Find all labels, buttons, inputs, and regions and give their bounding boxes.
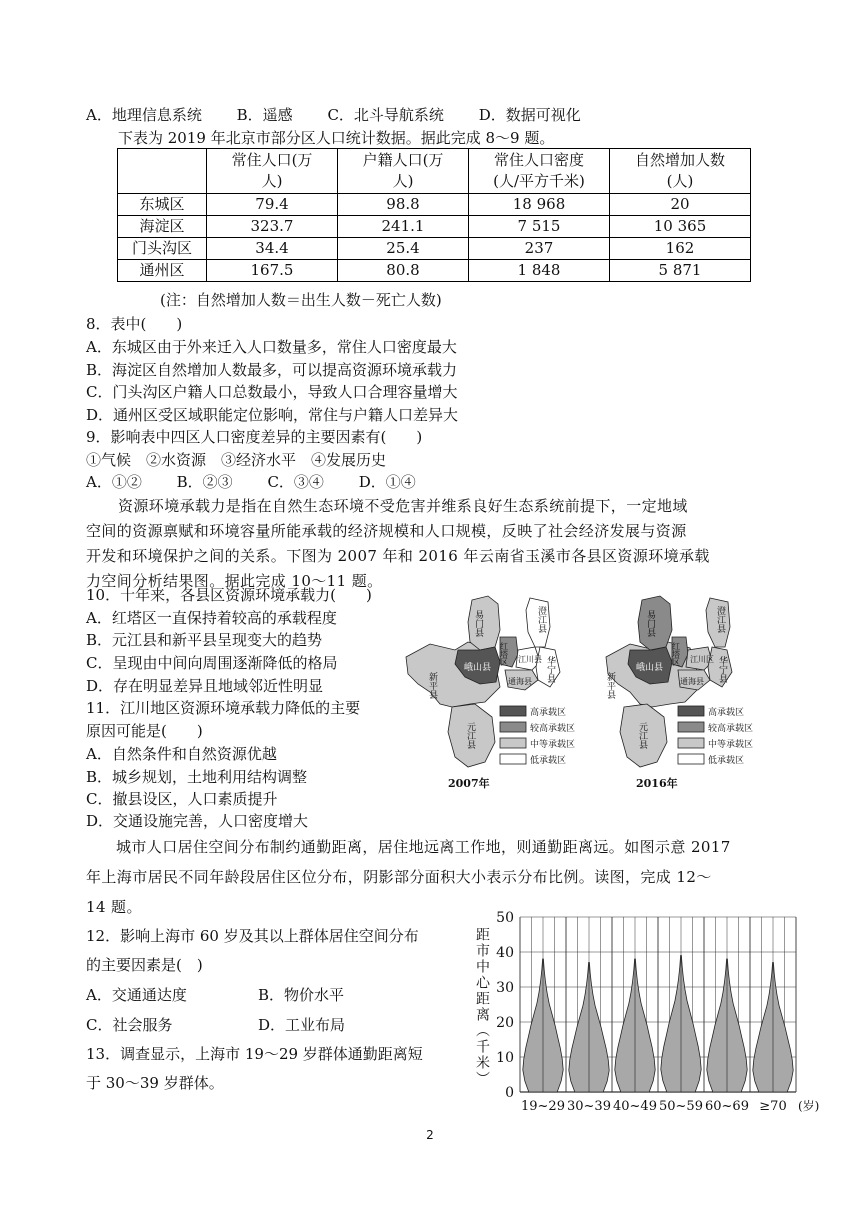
q12-options-row-1 (86, 984, 344, 1006)
q13-line-1: 13．调查显示，上海市 19～29 岁群体通勤距离短 (86, 1045, 423, 1063)
legend-label: 较高承载区 (530, 724, 576, 734)
q12-option-b: B．物价水平 (258, 986, 345, 1004)
table-cell: 7 515 (469, 216, 610, 238)
q9-option-b: B．②③ (176, 473, 233, 491)
label-huaning: 华宁县 (545, 656, 555, 683)
table-cell: 东城区 (118, 194, 207, 216)
q10-option-b: B．元江县和新平县呈现变大的趋势 (86, 631, 323, 649)
q11-option-c: C．撤县设区，人口素质提升 (86, 790, 278, 808)
q10-stem: 10．十年来，各县区资源环境承载力( ) (86, 586, 372, 604)
passage-line: 空间的资源禀赋和环境容量所能承载的经济规模和人口规模，反映了社会经济发展与资源 (86, 522, 687, 540)
table-row (118, 238, 751, 260)
label-yuanjiang: 元江县 (465, 722, 475, 749)
q8-option-a: A．东城区由于外来迁入人口数量多，常住人口密度最大 (86, 338, 457, 356)
x-tick-label: 50~59 (659, 1099, 703, 1114)
q11-option-b: B．城乡规划，土地利用结构调整 (86, 768, 308, 786)
q12-stem-2: 的主要因素是( ) (86, 956, 203, 974)
label-tonghai: 通海县 (680, 677, 704, 686)
y-tick-label: 50 (496, 910, 514, 926)
q10-option-c: C．呈现由中间向周围逐渐降低的格局 (86, 654, 338, 672)
q11-stem-1: 11．江川地区资源环境承载力降低的主要 (86, 699, 361, 717)
table-header-cell: 户籍人口(万 人) (338, 149, 469, 194)
x-tick-label: 40~49 (613, 1099, 657, 1114)
table-cell: 通州区 (118, 260, 207, 282)
table-cell: 323.7 (207, 216, 338, 238)
label-hongta: 红塔区 (499, 642, 509, 666)
legend-label: 高承载区 (708, 708, 745, 718)
x-unit-label: (岁) (798, 1099, 820, 1113)
table-note: (注：自然增加人数＝出生人数－死亡人数) (160, 291, 442, 309)
table-header-cell: 自然增加人数 (人) (610, 149, 751, 194)
y-axis-label: 距市中心距离（千米） (474, 927, 490, 1087)
q9-options (86, 471, 416, 493)
legend-label: 低承载区 (530, 756, 567, 766)
passage-line: 资源环境承载力是指在自然生态环境不受危害并维系良好生态系统前提下，一定地域 (118, 497, 688, 515)
table-cell: 167.5 (207, 260, 338, 282)
q9-option-d: D．①④ (358, 473, 416, 491)
q12-option-a: A．交通通达度 (86, 986, 187, 1004)
table-cell: 25.4 (338, 238, 469, 260)
page-number: 2 (426, 1128, 434, 1142)
legend-label: 较高承载区 (708, 724, 754, 734)
table-cell: 门头沟区 (118, 238, 207, 260)
table-cell: 98.8 (338, 194, 469, 216)
q9-option-c: C．③④ (267, 473, 324, 491)
table-cell: 1 848 (469, 260, 610, 282)
label-xinping: 新平县 (427, 672, 437, 699)
y-tick-label: 40 (496, 945, 514, 961)
passage-line: 14 题。 (86, 898, 142, 916)
legend-label: 中等承载区 (708, 740, 754, 750)
q7-option-a: A．地理信息系统 (86, 106, 202, 124)
label-eshan: 峨山县 (464, 663, 492, 673)
legend-right (678, 706, 753, 766)
table-cell: 20 (610, 194, 751, 216)
passage-line: 年上海市居民不同年龄段居住区位分布，阴影部分面积大小表示分布比例。读图，完成 12～ (86, 868, 712, 886)
table-cell: 5 871 (610, 260, 751, 282)
label-eshan: 峨山县 (636, 663, 664, 673)
label-tonghai: 通海县 (508, 677, 532, 686)
q11-stem-2: 原因可能是( ) (86, 722, 203, 740)
passage-line: 开发和环境保护之间的关系。下图为 2007 年和 2016 年云南省玉溪市各县区资源环境承载 (86, 547, 710, 565)
q8-option-b: B．海淀区自然增加人数最多，可以提高资源环境承载力 (86, 361, 458, 379)
table-cell: 237 (469, 238, 610, 260)
capacity-maps-figure (400, 592, 775, 797)
table-header-cell: 常住人口(万 人) (207, 149, 338, 194)
q7-option-d: D．数据可视化 (478, 106, 581, 124)
map-year-2016: 2016年 (636, 777, 678, 790)
table-header-row (118, 149, 751, 194)
q8-option-c: C．门头沟区户籍人口总数最小，导致人口合理容量增大 (86, 383, 458, 401)
q12-stem-1: 12．影响上海市 60 岁及其以上群体居住空间分布 (86, 927, 419, 945)
label-yimen: 易门县 (473, 610, 483, 637)
label-chengjiang: 澄江县 (715, 606, 725, 633)
table-cell: 10 365 (610, 216, 751, 238)
x-tick-label: 30~39 (567, 1099, 611, 1114)
y-tick-label: 0 (505, 1085, 514, 1101)
population-table (117, 148, 751, 282)
table-cell: 18 968 (469, 194, 610, 216)
x-tick-label: ≥70 (759, 1099, 787, 1114)
label-chengjiang: 澄江县 (536, 606, 546, 633)
x-tick-label: 19~29 (521, 1099, 565, 1114)
q9-items: ①气候 ②水资源 ③经济水平 ④发展历史 (86, 451, 387, 469)
age-distance-chart (470, 902, 824, 1117)
q8-stem: 8．表中( ) (86, 315, 183, 333)
q10-option-d: D．存在明显差异且地域邻近性明显 (86, 677, 324, 695)
label-yuanjiang: 元江县 (637, 722, 647, 749)
q11-option-a: A．自然条件和自然资源优越 (86, 745, 277, 763)
q9-option-a: A．①② (86, 473, 142, 491)
q12-option-c: C．社会服务 (86, 1016, 173, 1034)
label-yimen: 易门县 (645, 610, 655, 637)
table-cell: 241.1 (338, 216, 469, 238)
table-cell: 79.4 (207, 194, 338, 216)
q7-option-c: C．北斗导航系统 (327, 106, 444, 124)
y-tick-label: 30 (496, 980, 514, 996)
table-cell: 162 (610, 238, 751, 260)
label-hongta: 红塔区 (671, 642, 681, 666)
table-header-cell: 常住人口密度 (人/平方千米) (469, 149, 610, 194)
y-tick-label: 20 (496, 1015, 514, 1031)
label-xinping: 新平县 (605, 672, 615, 699)
table-row (118, 194, 751, 216)
q13-line-2: 于 30～39 岁群体。 (86, 1074, 224, 1092)
map-2016 (605, 596, 753, 790)
passage-line: 力空间分析结果图。据此完成 10～11 题。 (86, 572, 383, 590)
map-year-2007: 2007年 (448, 777, 490, 790)
label-jiangchuan: 江川县 (518, 655, 542, 664)
table-row (118, 216, 751, 238)
q12-options-row-2 (86, 1014, 345, 1036)
table-cell: 34.4 (207, 238, 338, 260)
passage-10-11 (86, 494, 774, 594)
region-yimen (638, 596, 672, 650)
intro-8-9: 下表为 2019 年北京市部分区人口统计数据。据此完成 8～9 题。 (118, 129, 555, 147)
table-header-blank (118, 149, 207, 194)
q9-stem: 9．影响表中四区人口密度差异的主要因素有( ) (86, 428, 423, 446)
label-huaning: 华宁县 (717, 656, 727, 683)
legend-label: 中等承载区 (530, 740, 576, 750)
legend-label: 高承载区 (530, 708, 567, 718)
q11-option-d: D．交通设施完善，人口密度增大 (86, 812, 309, 830)
q10-option-a: A．红塔区一直保持着较高的承载程度 (86, 609, 337, 627)
x-tick-label: 60~69 (705, 1099, 749, 1114)
q8-option-d: D．通州区受区域职能定位影响，常住与户籍人口差异大 (86, 406, 459, 424)
q12-option-d: D．工业布局 (258, 1016, 346, 1034)
q7-options (86, 104, 581, 126)
passage-line: 城市人口居住空间分布制约通勤距离，居住地远离工作地，则通勤距离远。如图示意 2017 (116, 838, 731, 856)
table-cell: 海淀区 (118, 216, 207, 238)
label-jiangchuan: 江川区 (690, 655, 714, 664)
table-cell: 80.8 (338, 260, 469, 282)
legend-label: 低承载区 (708, 756, 745, 766)
table-row (118, 260, 751, 282)
q7-option-b: B．遥感 (236, 106, 293, 124)
legend-left (500, 706, 575, 766)
y-tick-label: 10 (496, 1050, 514, 1066)
